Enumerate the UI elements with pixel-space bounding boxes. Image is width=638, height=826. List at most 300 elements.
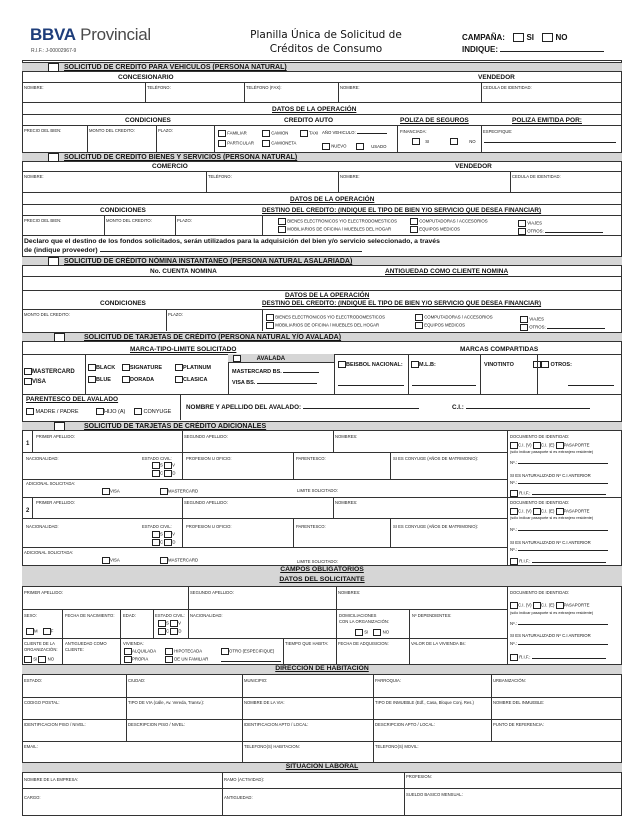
camioneta-checkbox[interactable] <box>262 140 270 147</box>
especifique-field[interactable] <box>484 138 616 143</box>
ad1-pasaporte-checkbox[interactable] <box>556 442 564 449</box>
ad2-d-label: D <box>172 539 176 545</box>
ad2-parentesco-label: PARENTESCO: <box>296 524 326 529</box>
clasica-checkbox[interactable] <box>175 376 183 383</box>
ad2-solo-pasaporte-note: (sólo indicar pasaporte si es extranjero residente) <box>510 516 594 520</box>
ad1-visa-checkbox[interactable] <box>102 488 110 495</box>
ad2-visa-checkbox[interactable] <box>102 557 110 564</box>
cuenta-nomina-heading: No. CUENTA NOMINA <box>150 268 217 275</box>
bienes-plazo-label: PLAZO: <box>177 218 192 223</box>
beisbol-field[interactable] <box>338 381 404 386</box>
ad2-naturalizado-label: SI ES NATURALIZADO Nº C.I ANTERIOR <box>510 540 591 545</box>
campana-row <box>462 33 567 42</box>
bienes-destino-heading: DESTINO DEL CREDITO: (INDIQUE EL TIPO DE BIEN Y/O SERVICIO QUE DESEA FINANCIAR) <box>262 207 542 214</box>
hab-ident-piso-label: IDENTIFICACION PISO / NIVEL: <box>24 722 86 727</box>
usado-label: USADO <box>371 143 387 149</box>
sol-fecha-nac-label: FECHA DE NACIMIENTO: <box>65 613 115 618</box>
alquilada-label: ALQUILADA <box>132 648 157 654</box>
hab-nombre-inmueble-label: NOMBRE DEL INMUEBLE: <box>493 700 545 705</box>
ad1-no-field[interactable] <box>518 463 608 464</box>
familiar-checkbox[interactable] <box>218 130 226 137</box>
ad2-civ-checkbox[interactable] <box>510 508 518 515</box>
lab-ramo-label: RAMO (ACTIVIDAD): <box>224 777 265 782</box>
sol-c-checkbox[interactable] <box>158 628 166 635</box>
ad2-cie-label: C.I. (E) <box>540 508 555 514</box>
hab-codigo-label: CODIGO POSTAL: <box>24 700 60 705</box>
hab-municipio-label: MUNICIPIO: <box>244 678 268 683</box>
vehiculos-condiciones-heading: CONDICIONES <box>125 117 171 124</box>
ad2-mastercard-label: MASTERCARD <box>168 557 199 563</box>
platinum-label: PLATINUM <box>183 364 212 371</box>
ad1-profesion-label: PROFESION U OFICIO: <box>186 456 232 461</box>
ad1-estado-civil-label: ESTADO CIVIL: <box>142 456 172 461</box>
otros-marca-label: OTROS: <box>550 361 572 368</box>
ad1-c-label: C <box>160 470 164 476</box>
sol-dom-no-checkbox[interactable] <box>373 629 381 636</box>
ad2-adicional-label: ADICIONAL SOLICITADA: <box>24 550 74 555</box>
camioneta-label: CAMIONETA <box>271 140 297 146</box>
familiar-label: FAMILIAR <box>227 130 247 136</box>
ad2-rif-field[interactable] <box>532 562 606 563</box>
otro-vivienda-field[interactable] <box>221 657 281 662</box>
sol-c-label: C <box>166 628 170 634</box>
mastercard-bs-label: MASTERCARD BS. <box>232 369 282 375</box>
laboral-title: SITUACION LABORAL <box>285 763 359 770</box>
ad1-nacionalidad-label: NACIONALIDAD: <box>26 456 59 461</box>
mastercard-checkbox[interactable] <box>24 368 32 375</box>
bienes-opt5-checkbox[interactable] <box>410 226 418 233</box>
ad2-s-label: S <box>160 531 163 537</box>
blue-checkbox[interactable] <box>88 376 96 383</box>
bienes-checkbox[interactable] <box>48 153 59 162</box>
ad1-adicional-label: ADICIONAL SOLICITADA: <box>26 481 76 486</box>
hab-urbanizacion-label: URBANIZACIÓN: <box>493 678 526 683</box>
bienes-opt6-label: OTROS: <box>527 228 544 234</box>
hab-desc-apto-label: DESCRIPCION APTO / LOCAL: <box>375 722 435 727</box>
platinum-checkbox[interactable] <box>175 364 183 371</box>
vendedor-nombre-label: NOMBRE: <box>340 85 360 90</box>
poliza-heading: POLIZA DE SEGUROS <box>400 117 469 124</box>
declaro-text <box>24 237 614 255</box>
sol-d-label: D <box>178 628 182 634</box>
ad2-rif-label: R.I.F.: <box>519 558 531 564</box>
nomina-opt4-checkbox[interactable] <box>266 322 274 329</box>
beisbol-label: BEISBOL NACIONAL: <box>346 361 403 368</box>
sol-naturalizado-label: SI ES NATURALIZADO Nº C.I ANTERIOR <box>510 633 591 638</box>
nuevo-checkbox[interactable] <box>322 143 330 150</box>
lab-empresa-label: NOMBRE DE LA EMPRESA: <box>24 777 79 782</box>
hab-nombre-via-label: NOMBRE DE LA VIA: <box>244 700 285 705</box>
adicional-2-number: 2 <box>26 508 30 514</box>
ad1-civ-label: C.I. (V) <box>518 442 532 448</box>
concesionario-nombre-label: NOMBRE: <box>24 85 44 90</box>
de-familiar-label: DE UN FAMILIAR <box>174 656 209 662</box>
nomina-destino-heading: DESTINO DEL CREDITO: (INDIQUE EL TIPO DE BIEN Y/O SERVICIO QUE DESEA FINANCIAR) <box>262 300 542 307</box>
ad1-rif-field[interactable] <box>532 494 606 495</box>
sol-m-checkbox[interactable] <box>26 628 34 635</box>
sol-cliente-no-label: NO <box>47 656 55 662</box>
signature-label: SIGNATURE <box>130 364 162 371</box>
ad1-naturalizado-field[interactable] <box>518 483 608 484</box>
nomina-opt3-checkbox[interactable] <box>520 316 528 323</box>
nomina-opt6-checkbox[interactable] <box>520 324 528 331</box>
campana-si-checkbox[interactable] <box>513 33 524 42</box>
ad1-d-label: D <box>172 470 176 476</box>
ad2-conyuge-label: SI ES CONYUGE (AÑOS DE MATRIMONIO): <box>393 524 479 529</box>
hab-tipo-inmueble-label: TIPO DE INMUEBLE (Edf., Casa, Bloque Conj. Res.) <box>375 700 474 705</box>
especifique-label: ESPECIFIQUE: <box>483 129 513 134</box>
nomina-plazo-label: PLAZO: <box>168 312 183 317</box>
hab-parroquia-label: PARROQUIA: <box>375 678 401 683</box>
ad2-pasaporte-checkbox[interactable] <box>556 508 564 515</box>
ad1-cie-checkbox[interactable] <box>533 442 541 449</box>
ad1-primer-apellido-label: PRIMER APELLIDO: <box>36 434 75 439</box>
ano-vehiculo-field[interactable] <box>357 133 387 134</box>
sol-con-org-label: CON LA ORGANIZACIÓN: <box>339 619 390 624</box>
clasica-label: CLASICA <box>183 376 208 383</box>
madre-padre-checkbox[interactable] <box>26 408 34 415</box>
otro-vivienda-label: OTRO (ESPECIFIQUE) <box>229 648 275 654</box>
sol-dom-si-checkbox[interactable] <box>355 629 363 636</box>
sol-no-field[interactable] <box>518 624 608 625</box>
ad2-nombres-label: NOMBRES: <box>335 500 358 505</box>
ad2-pasaporte-label: PASAPORTE <box>563 508 590 514</box>
vehiculos-datos-heading: DATOS DE LA OPERACIÓN <box>272 106 357 113</box>
sol-dom-no-label: NO <box>382 629 390 635</box>
declaro-line2: de (indique proveedor) <box>24 247 98 254</box>
ad2-s-checkbox[interactable] <box>152 531 160 538</box>
nomina-opt3-label: VIAJES <box>529 316 545 322</box>
hab-ident-apto-label: IDENTIFICACION APTO / LOCAL: <box>244 722 309 727</box>
ad1-visa-label: VISA <box>110 488 120 494</box>
hab-estado-label: ESTADO: <box>24 678 43 683</box>
mlb-checkbox[interactable] <box>411 361 419 368</box>
tarjetas-checkbox[interactable] <box>54 333 65 342</box>
particular-label: PARTICULAR <box>227 140 255 146</box>
form-title <box>226 28 426 56</box>
sol-f-label: F <box>50 628 54 634</box>
ad2-no-field[interactable] <box>518 530 608 531</box>
tarjetas-section-bar <box>22 332 622 342</box>
adicional-1-number: 1 <box>26 441 30 447</box>
hab-tel-movil-label: TELEFONO(S) MOVIL: <box>375 744 419 749</box>
tarjetas-title: SOLICITUD DE TARJETAS DE CRÉDITO (PERSONA NATURAL Y/O AVALADA) <box>84 334 342 341</box>
visa-checkbox[interactable] <box>24 378 32 385</box>
avalado-ci-field[interactable] <box>466 404 590 409</box>
ad1-cie-label: C.I. (E) <box>540 442 555 448</box>
sol-civ-checkbox[interactable] <box>510 602 518 609</box>
sol-no2-label: Nº.: <box>510 641 518 646</box>
bienes-precio-label: PRECIO DEL BIEN: <box>24 218 62 223</box>
vehiculo-monto-label: MONTO DEL CREDITO: <box>89 128 135 133</box>
sol-s-checkbox[interactable] <box>158 620 166 627</box>
camion-label: CAMION <box>271 130 289 136</box>
nomina-opt1-checkbox[interactable] <box>266 314 274 321</box>
lab-sueldo-label: SUELDO BASICO MENSUAL: <box>406 792 463 797</box>
sol-edad-label: EDAD: <box>123 613 136 618</box>
indique-row <box>462 45 604 54</box>
habitacion-title: DIRECCIÓN DE HABITACIÓN <box>275 665 369 672</box>
particular-checkbox[interactable] <box>218 140 226 147</box>
hijo-checkbox[interactable] <box>96 408 104 415</box>
nomina-opt1-label: BIENES ELECTRONICOS Y/O ELECTRODOMESTICOS <box>275 314 385 320</box>
visa-bs-label: VISA BS. <box>232 380 256 386</box>
visa-label: VISA <box>32 379 47 386</box>
sol-cliente-label: CLIENTE DE LA <box>24 641 55 646</box>
ad2-cie-checkbox[interactable] <box>533 508 541 515</box>
financiada-si-checkbox[interactable] <box>412 138 420 145</box>
sol-cliente-si-label: SI <box>33 656 38 662</box>
nomina-checkbox[interactable] <box>48 257 59 266</box>
adicionales-checkbox[interactable] <box>54 422 65 431</box>
concesionario-fax-label: TELÉFONO (FAX): <box>246 85 282 90</box>
ad1-mastercard-checkbox[interactable] <box>160 488 168 495</box>
hijo-label: HIJO (A) <box>104 408 126 415</box>
hab-desc-piso-label: DESCRIPCION PISO / NIVEL: <box>128 722 186 727</box>
bienes-vendedor-cedula-label: CEDULA DE IDENTIDAD: <box>512 174 561 179</box>
blue-label: BLUE <box>96 376 111 383</box>
bienes-opt4-checkbox[interactable] <box>278 226 286 233</box>
ad1-nombres-label: NOMBRES: <box>335 434 358 439</box>
nomina-opt5-label: EQUIPOS MEDICOS <box>424 322 466 328</box>
alquilada-checkbox[interactable] <box>124 648 132 655</box>
nombre-avalado-field[interactable] <box>303 404 419 409</box>
hab-tipo-via-label: TIPO DE VIA (calle, Av. Vereda, Transv.): <box>128 700 205 705</box>
nomina-opt2-label: COMPUTADORAS / ACCESORIOS <box>424 314 493 320</box>
otros-marca-checkbox[interactable] <box>541 361 549 368</box>
financiada-si-label: SI <box>425 138 430 144</box>
ad2-rif-checkbox[interactable] <box>510 558 518 565</box>
avalado-ci-label: C.I.: <box>452 404 464 411</box>
comercio-telefono-label: TELÉFONO: <box>208 174 232 179</box>
hipotecada-checkbox[interactable] <box>165 648 173 655</box>
rif-number: R.I.F.: J-00002967-9 <box>31 48 77 54</box>
sol-cliente-si-checkbox[interactable] <box>24 656 32 663</box>
sol-antiguedad-label: ANTIGUEDAD COMO <box>65 641 107 646</box>
vendedor-heading: VENDEDOR <box>478 74 515 81</box>
ad2-no2-label: Nº.: <box>510 547 518 552</box>
bienes-opt3-label: VIAJES <box>527 220 543 226</box>
lab-antiguedad-label: ANTIGUEDAD: <box>224 795 253 800</box>
campana-no-checkbox[interactable] <box>542 33 553 42</box>
ad1-v-label: V <box>172 462 175 468</box>
proveedor-field[interactable] <box>100 246 362 252</box>
ad1-rif-checkbox[interactable] <box>510 490 518 497</box>
sol-dom-si-label: SI <box>364 629 369 635</box>
dorada-checkbox[interactable] <box>122 376 130 383</box>
sol-organizacion-label: ORGANIZACIÓN: <box>24 647 58 652</box>
sol-v-label: V <box>178 620 181 626</box>
indique-field[interactable] <box>500 45 604 52</box>
credito-auto-heading: CREDITO AUTO <box>284 117 333 124</box>
campana-no-label: NO <box>555 33 568 42</box>
vehiculos-checkbox[interactable] <box>48 63 59 72</box>
vehiculo-plazo-label: PLAZO: <box>158 128 173 133</box>
financiada-label: FINANCIADA: <box>400 129 427 134</box>
sol-cliente-no-checkbox[interactable] <box>38 656 46 663</box>
sol-pasaporte-label: PASAPORTE <box>563 602 590 608</box>
ad1-mastercard-label: MASTERCARD <box>168 488 199 494</box>
sol-tiempo-label: TIEMPO QUE HABITA: <box>285 641 329 646</box>
sol-rif-label: R.I.F.: <box>519 654 531 660</box>
ano-vehiculo-label: AÑO VEHICULO: <box>322 130 356 135</box>
nomina-datos-heading: DATOS DE LA OPERACIÓN <box>285 292 370 299</box>
sol-pasaporte-checkbox[interactable] <box>556 602 564 609</box>
black-checkbox[interactable] <box>88 364 96 371</box>
vendedor-cedula-label: CEDULA DE IDENTIDAD: <box>483 85 532 90</box>
bienes-opt6-checkbox[interactable] <box>518 228 526 235</box>
mlb-field[interactable] <box>412 381 476 386</box>
de-familiar-checkbox[interactable] <box>165 656 173 663</box>
hab-email-label: EMAIL: <box>24 744 38 749</box>
avalada-label: AVALADA <box>256 356 286 363</box>
form-title-line2: Créditos de Consumo <box>269 43 383 55</box>
declaro-line1: Declaro que el destino de los fondos solicitados, serán utilizados para la adquisición del bien y/o servicio seleccionado, a través <box>24 238 440 245</box>
signature-checkbox[interactable] <box>122 364 130 371</box>
indique-label: INDIQUE: <box>462 45 498 54</box>
conyuge-label: CONYUGE <box>143 408 172 415</box>
sol-naturalizado-field[interactable] <box>518 644 608 645</box>
ad2-c-checkbox[interactable] <box>152 539 160 546</box>
nomina-otros-field[interactable] <box>547 328 605 329</box>
nomina-opt2-checkbox[interactable] <box>415 314 423 321</box>
sol-rif-checkbox[interactable] <box>510 654 518 661</box>
nomina-opt5-checkbox[interactable] <box>415 322 423 329</box>
sol-dependientes-label: Nº DEPENDIENTES: <box>412 613 452 618</box>
sol-cie-checkbox[interactable] <box>533 602 541 609</box>
ad2-mastercard-checkbox[interactable] <box>160 557 168 564</box>
ad2-profesion-label: PROFESION U OFICIO: <box>186 524 232 529</box>
vehiculos-title: SOLICITUD DE CREDITO PARA VEHICULOS (PERSONA NATURAL) <box>64 64 287 71</box>
bienes-opt4-label: MOBILIARIOS DE OFICINA / MUEBLES DEL HOGAR <box>287 226 392 232</box>
taxi-label: TAXI <box>309 130 319 136</box>
financiada-no-label: NO <box>469 138 476 144</box>
financiada-no-checkbox[interactable] <box>450 138 458 145</box>
taxi-checkbox[interactable] <box>300 130 308 137</box>
hab-ciudad-label: CIUDAD: <box>128 678 146 683</box>
bienes-vendedor-heading: VENDEDOR <box>455 163 492 170</box>
sol-nombres-label: NOMBRES: <box>338 590 361 595</box>
hipotecada-label: HIPOTECADA <box>174 648 203 654</box>
ad1-rif-label: R.I.F.: <box>519 490 531 496</box>
hab-tel-hab-label: TELEFONO(S) HABITACION: <box>244 744 300 749</box>
sol-solo-pasaporte-note: (sólo indicar pasaporte si es extranjero residente) <box>510 611 594 615</box>
comercio-heading: COMERCIO <box>152 163 188 170</box>
brand-name-regular: Provincial <box>80 25 151 44</box>
beisbol-checkbox[interactable] <box>338 361 346 368</box>
usado-checkbox[interactable] <box>356 143 364 150</box>
sol-vivienda-label: VIVIENDA: <box>123 641 144 646</box>
nomina-opt6-label: OTROS: <box>529 324 546 330</box>
bienes-datos-heading: DATOS DE LA OPERACIÓN <box>290 196 375 203</box>
nuevo-label: NUEVO <box>331 143 347 149</box>
sol-doc-label: DOCUMENTO DE IDENTIDAD: <box>510 590 570 595</box>
mastercard-label: MASTERCARD <box>32 369 75 376</box>
ad1-parentesco-label: PARENTESCO: <box>296 456 326 461</box>
nombre-avalado-label: NOMBRE Y APELLIDO DEL AVALADO: <box>186 404 302 411</box>
ad1-segundo-apellido-label: SEGUNDO APELLIDO: <box>184 434 228 439</box>
vinotinto-label: VINOTINTO <box>484 361 514 368</box>
bienes-opt1-checkbox[interactable] <box>278 218 286 225</box>
bienes-section-bar <box>22 152 622 162</box>
visa-bs-field[interactable] <box>257 383 317 384</box>
bienes-opt2-checkbox[interactable] <box>410 218 418 225</box>
otro-vivienda-checkbox[interactable] <box>221 648 229 655</box>
bienes-otros-field[interactable] <box>545 232 603 233</box>
sol-f-checkbox[interactable] <box>43 628 51 635</box>
bank-logo <box>30 25 151 45</box>
ad1-no2-label: Nº.: <box>510 480 518 485</box>
ad1-s-checkbox[interactable] <box>152 462 160 469</box>
ad2-naturalizado-field[interactable] <box>518 550 608 551</box>
ad1-v-checkbox[interactable] <box>164 462 172 469</box>
vehiculos-section-bar <box>22 62 622 72</box>
ad1-doc-label: DOCUMENTO DE IDENTIDAD: <box>510 434 570 439</box>
form-title-line1: Planilla Única de Solicitud de <box>250 29 402 41</box>
ad1-limite-label: LIMITE SOLICITADO: <box>297 488 338 493</box>
campana-label: CAMPAÑA: <box>462 33 505 42</box>
bienes-opt5-label: EQUIPOS MEDICOS <box>419 226 461 232</box>
sol-s-label: S <box>166 620 169 626</box>
adicionales-title: SOLICITUD DE TARJETAS DE CRÉDITO ADICIONALES <box>84 423 267 430</box>
bienes-monto-label: MONTO DEL CREDITO: <box>106 218 152 223</box>
ad2-estado-civil-label: ESTADO CIVIL: <box>142 524 172 529</box>
comercio-nombre-label: NOMBRE: <box>24 174 44 179</box>
sol-fecha-adq-label: FECHA DE ADQUISICION: <box>338 641 389 646</box>
black-label: BLACK <box>96 364 116 371</box>
ad2-nacionalidad-label: NACIONALIDAD: <box>26 524 59 529</box>
ad1-civ-checkbox[interactable] <box>510 442 518 449</box>
bienes-title: SOLICITUD DE CREDITO BIENES Y SERVICIOS (PERSONA NATURAL) <box>64 154 298 161</box>
ad2-segundo-apellido-label: SEGUNDO APELLIDO: <box>184 500 228 505</box>
ad2-doc-label: DOCUMENTO DE IDENTIDAD: <box>510 500 570 505</box>
ad1-c-checkbox[interactable] <box>152 470 160 477</box>
sol-nacionalidad-label: NACIONALIDAD: <box>190 613 223 618</box>
bienes-opt3-checkbox[interactable] <box>518 220 526 227</box>
lab-cargo-label: CARGO: <box>24 795 41 800</box>
conyuge-checkbox[interactable] <box>134 408 142 415</box>
antiguedad-nomina-heading: ANTIGUEDAD COMO CLIENTE NOMINA <box>385 268 509 275</box>
propia-checkbox[interactable] <box>124 656 132 663</box>
ad1-solo-pasaporte-note: (sólo indicar pasaporte si es extranjero residente) <box>510 450 594 454</box>
sol-v-checkbox[interactable] <box>170 620 178 627</box>
ad1-no-label: Nº.: <box>510 460 518 465</box>
camion-checkbox[interactable] <box>262 130 270 137</box>
sol-cie-label: C.I. (E) <box>540 602 555 608</box>
parentesco-heading: PARENTESCO DEL AVALADO <box>26 396 119 403</box>
otros-marca-field[interactable] <box>568 381 614 386</box>
campos-obligatorios-title: CAMPOS OBLIGATORIOS <box>280 566 364 573</box>
brand-name-bold: BBVA <box>30 25 76 44</box>
nomina-section-bar <box>22 256 622 266</box>
sol-rif-field[interactable] <box>532 658 606 659</box>
ad2-visa-label: VISA <box>110 557 120 563</box>
dorada-label: DORADA <box>130 376 155 383</box>
ad2-v-checkbox[interactable] <box>164 531 172 538</box>
mastercard-bs-field[interactable] <box>283 372 319 373</box>
sol-no-label: Nº.: <box>510 621 518 626</box>
mlb-label: M.L.B: <box>419 361 436 368</box>
sol-segundo-apellido-label: SEGUNDO APELLIDO: <box>190 590 234 595</box>
sol-m-label: M <box>34 628 38 634</box>
nomina-opt4-label: MOBILIARIOS DE OFICINA / MUEBLES DEL HOGAR <box>275 322 380 328</box>
avalada-checkbox[interactable] <box>233 355 241 362</box>
nomina-condiciones-heading: CONDICIONES <box>100 300 146 307</box>
ad2-limite-label: LIMITE SOLICITADO: <box>297 559 338 564</box>
poliza-emitida-heading: POLIZA EMITIDA POR: <box>512 117 582 124</box>
concesionario-heading: CONCESIONARIO <box>118 74 174 81</box>
datos-solicitante-title: DATOS DEL SOLICITANTE <box>279 576 365 583</box>
